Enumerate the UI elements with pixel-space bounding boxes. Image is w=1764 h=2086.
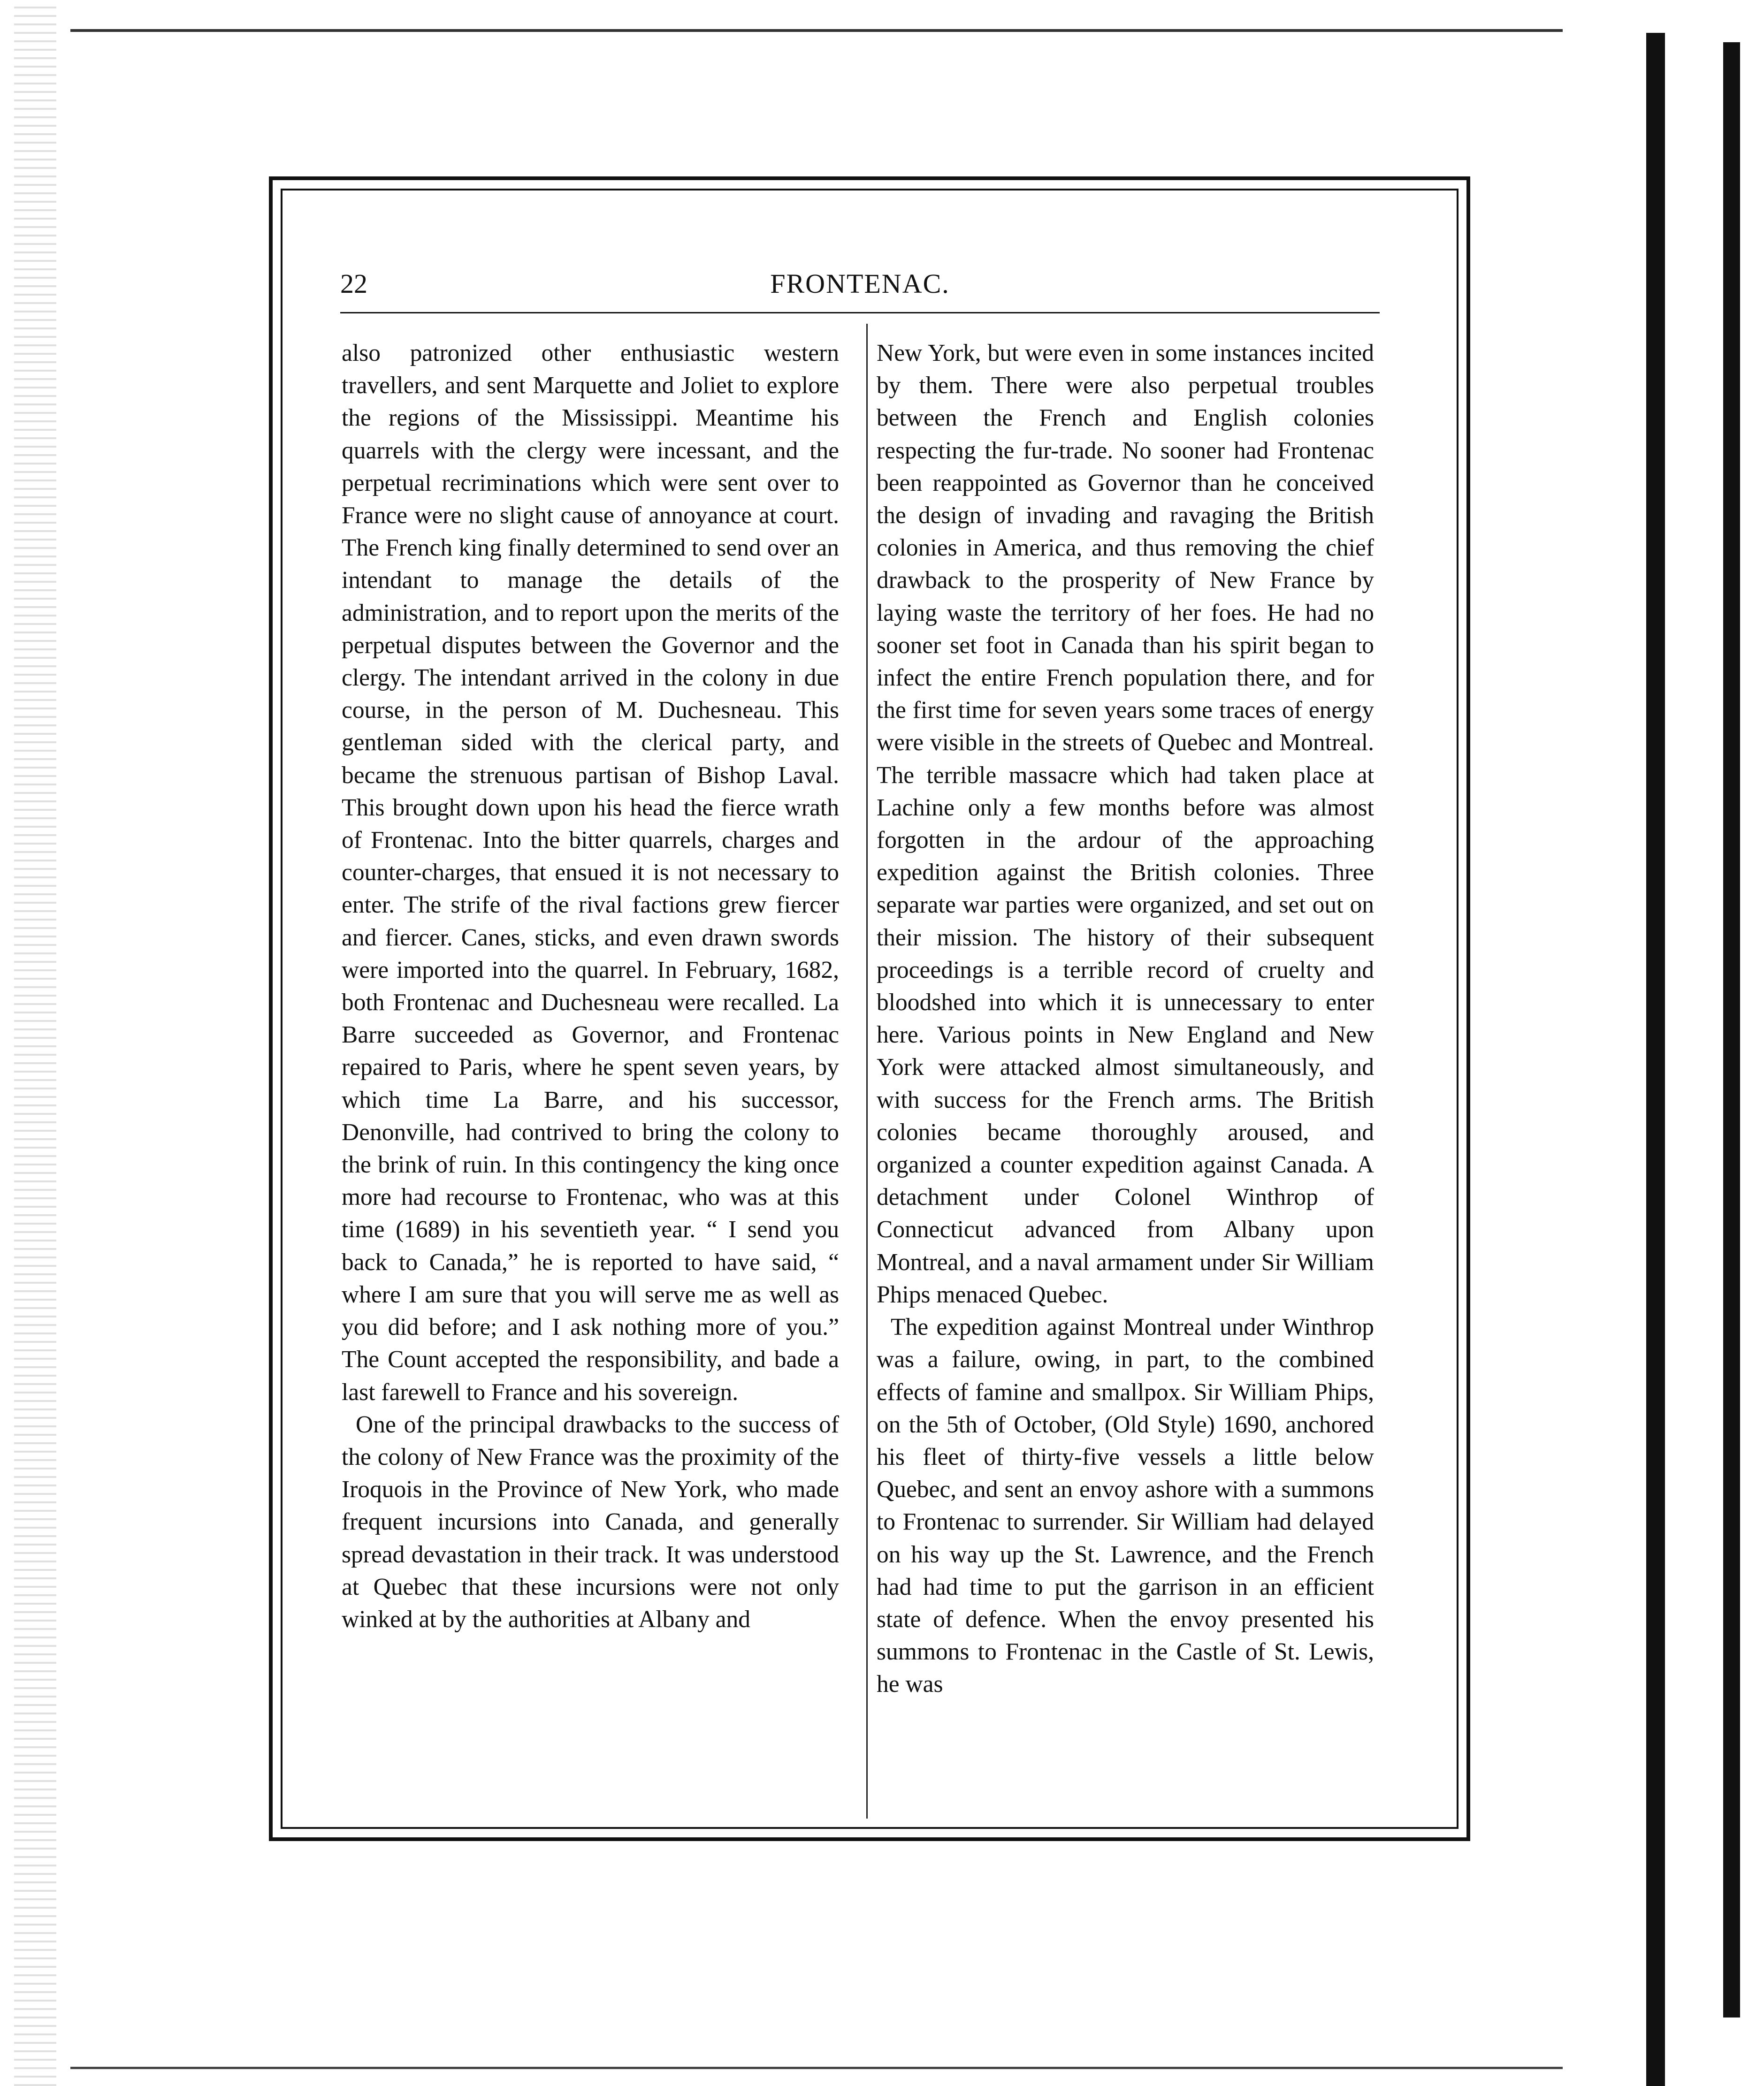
scan-top-edge xyxy=(70,29,1563,32)
page-title: FRONTENAC. xyxy=(770,268,950,299)
header-rule xyxy=(340,312,1380,313)
paragraph: One of the principal drawbacks to the success of the colony of New France was the proximity of the Iroquois in the Province of New York, who made frequent incursions into Canada, and generally spread devastation in their track. It was understood at Quebec that these incursions were not only winked at by the authorities at Albany and xyxy=(342,1411,839,1633)
scan-bottom-edge xyxy=(70,2067,1563,2069)
scan-gutter-bar xyxy=(1646,33,1665,2086)
page-number: 22 xyxy=(340,268,367,299)
paragraph: The expedition against Montreal under Winthrop was a failure, owing, in part, to the combined effects of famine and smallpox. Sir William Phips, on the 5th of October, (Old Style) 1690, anchored his fleet of thirty-five vessels a little below Quebec, and sent an envoy ashore with a summons to Frontenac to surrender. Sir William had delayed on his way up the St. Lawrence, and the French had had time to put the garrison in an efficient state of defence. When the envoy presented his summons to Frontenac in the Castle of St. Lewis, he was xyxy=(877,1314,1374,1698)
running-head xyxy=(340,260,1380,307)
scan-edge-artifact xyxy=(14,0,56,2086)
paragraph: New York, but were even in some instances incited by them. There were also perpetual troubles between the French and English colonies respecting the fur-trade. No sooner had Frontenac been reappointed as Governor than he conceived the design of invading and ravaging the British colonies in America, and thus removing the chief drawback to the prosperity of New France by laying waste the territory of her foes. He had no sooner set foot in Canada than his spirit began to infect the entire French population there, and for the first time for seven years some traces of energy were visible in the streets of Quebec and Montreal. The terrible massacre which had taken place at Lachine only a few months before was almost forgotten in the ardour of the approaching expedition against the British colonies. Three separate war parties were organized, and set out on their mission. The history of their subsequent proceedings is a terrible record of cruelty and bloodshed into which it is unnecessary to enter here. Various points in New England and New York were attacked almost simultaneously, and with success for the French arms. The British colonies became thoroughly aroused, and organized a counter expedition against Canada. A detachment under Colonel Winthrop of Connecticut advanced from Albany upon Montreal, and a naval armament under Sir William Phips menaced Quebec. xyxy=(877,340,1374,1308)
text-column-right xyxy=(877,337,1374,1829)
paragraph: also patronized other enthusiastic western travellers, and sent Marquette and Joliet to explore the regions of the Mississippi. Meantime his quarrels with the clergy were incessant, and the perpetual recriminations which were sent over to France were no slight cause of annoyance at court. The French king finally determined to send over an intendant to manage the details of the administration, and to report upon the merits of the perpetual disputes between the Governor and the clergy. The intendant arrived in the colony in due course, in the person of M. Duchesneau. This gentleman sided with the clerical party, and became the strenuous partisan of Bishop Laval. This brought down upon his head the fierce wrath of Frontenac. Into the bitter quarrels, charges and counter-charges, that ensued it is not necessary to enter. The strife of the rival factions grew fiercer and fiercer. Canes, sticks, and even drawn swords were imported into the quarrel. In February, 1682, both Frontenac and Duchesneau were recalled. La Barre succeeded as Governor, and Frontenac repaired to Paris, where he spent seven years, by which time La Barre, and his successor, Denonville, had contrived to bring the colony to the brink of ruin. In this contingency the king once more had recourse to Frontenac, who was at this time (1689) in his seventieth year. “ I send you back to Canada,” he is reported to have said, “ where I am sure that you will serve me as well as you did before; and I ask nothing more of you.” The Count accepted the responsibility, and bade a last farewell to France and his sovereign. xyxy=(342,340,839,1406)
scan-gutter-bar xyxy=(1723,42,1740,2017)
text-column-left xyxy=(342,337,839,1829)
column-divider xyxy=(866,324,868,1819)
